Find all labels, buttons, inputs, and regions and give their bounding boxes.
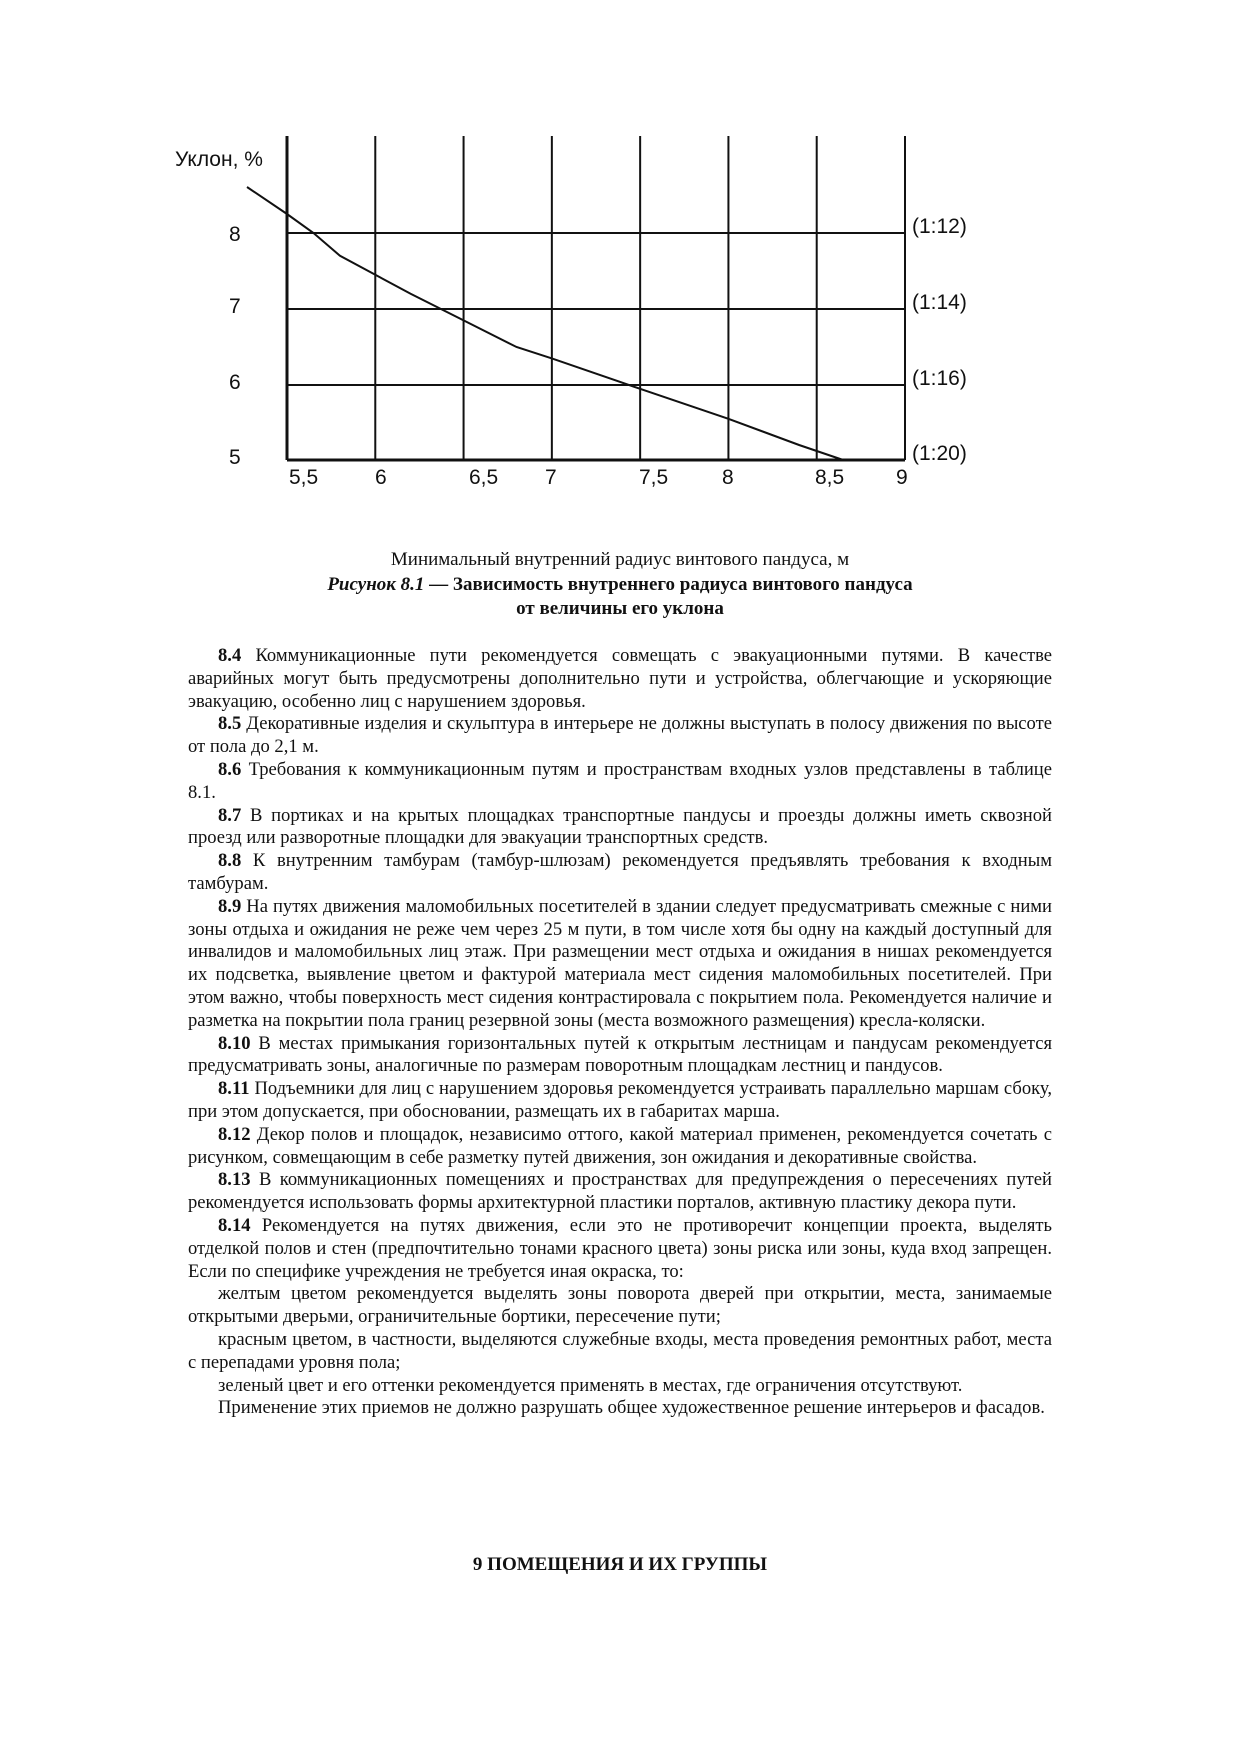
x-tick-label: 5,5 <box>289 466 319 489</box>
paragraph-text: Декоративные изделия и скульптура в интерьере не должны выступать в полосу движения по высоте от пола до 2,1 м. <box>188 713 1052 758</box>
paragraph-text: В коммуникационных помещениях и пространствах для предупреждения о пересечениях путей рекомендуется использовать формы архитектурной пластики порталов, активную пластику декора пути. <box>188 1169 1052 1214</box>
x-tick-label: 8 <box>722 466 734 489</box>
paragraph-text: Коммуникационные пути рекомендуется совмещать с эвакуационными путями. В качестве аварийных могут быть предусмотрены дополнительно пути и устройства, облегчающие и ускоряющие эвакуацию, особенно лиц с нарушением здоровья. <box>188 645 1052 712</box>
paragraph <box>188 1375 1052 1398</box>
paragraph <box>188 1283 1052 1329</box>
paragraph <box>188 759 1052 805</box>
paragraph-number: 8.10 <box>218 1032 251 1054</box>
paragraph-number: 8.5 <box>218 713 242 735</box>
paragraph-number: 8.8 <box>218 850 242 872</box>
paragraph <box>188 850 1052 896</box>
paragraph <box>188 1124 1052 1170</box>
paragraph <box>188 1033 1052 1079</box>
y-tick-label: 8 <box>229 223 241 246</box>
x-tick-label: 7 <box>545 466 557 489</box>
paragraph-text: Требования к коммуникационным путям и пространствам входных узлов представлены в таблице 8.1. <box>188 758 1052 803</box>
y-axis-label: Уклон, % <box>175 148 263 171</box>
paragraph-text: В местах примыкания горизонтальных путей к открытым лестницам и пандусам рекомендуется предусматривать зоны, аналогичные по размерам поворотным площадкам лестниц и пандусов. <box>188 1032 1052 1077</box>
chart-grid <box>287 136 905 460</box>
paragraph <box>188 805 1052 851</box>
figure-caption-dash: — <box>424 574 453 595</box>
x-tick-label: 7,5 <box>639 466 669 489</box>
paragraph-text: Применение этих приемов не должно разрушать общее художественное решение интерьеров и фасадов. <box>218 1397 1045 1419</box>
y-tick-label: 7 <box>229 295 241 318</box>
paragraph-number: 8.14 <box>218 1214 251 1236</box>
paragraph-number: 8.9 <box>218 895 242 917</box>
paragraph <box>188 1169 1052 1215</box>
x-axis-label: Минимальный внутренний радиус винтового пандуса, м <box>390 549 850 570</box>
x-tick-label: 6,5 <box>469 466 499 489</box>
paragraph <box>188 713 1052 759</box>
paragraph-number: 8.4 <box>218 645 242 666</box>
figure-caption <box>0 573 1240 621</box>
paragraph-number: 8.13 <box>218 1169 251 1191</box>
x-tick-label: 9 <box>896 466 908 489</box>
paragraph <box>188 1397 1052 1420</box>
body-text <box>188 645 1052 1420</box>
ratio-label: (1:14) <box>912 291 967 314</box>
y-tick-label: 5 <box>229 446 241 469</box>
chart-labels <box>175 148 967 489</box>
x-tick-label: 8,5 <box>815 466 845 489</box>
paragraph-number: 8.6 <box>218 758 242 780</box>
paragraph-text: На путях движения маломобильных посетителей в здании следует предусматривать смежные с ними зоны отдыха и ожидания не реже чем через 25 м пути, в том числе хотя бы одну на каждый доступный для инвалидов и маломобильных лиц этаж. При размещении мест отдыха и ожидания в нишах рекомендуется их подсветка, выявление цветом и фактурой материала мест сидения маломобильных посетителей. При этом важно, чтобы поверхность мест сидения контрастировала с покрытием пола. Рекомендуется наличие и разметка на покрытии пола границ резервной зоны (места возможного размещения) кресла-коляски. <box>188 895 1052 1031</box>
x-tick-label: 6 <box>375 466 387 489</box>
figure-caption-line2: от величины его уклона <box>516 598 724 619</box>
paragraph <box>188 1329 1052 1375</box>
series-line <box>247 187 843 460</box>
figure-caption-line1 <box>0 573 1240 597</box>
paragraph-text: К внутренним тамбурам (тамбур-шлюзам) рекомендуется предъявлять требования к входным тамбурам. <box>188 850 1052 894</box>
slope-radius-chart <box>0 0 1240 560</box>
paragraph-text: Рекомендуется на путях движения, если это не противоречит концепции проекта, выделять отделкой полов и стен (предпочтительно тонами красного цвета) зоны риска или зоны, куда вход запрещен. Если по специфике учреждения не требуется иная окраска, то: <box>188 1214 1052 1282</box>
chart-series <box>247 187 843 460</box>
ratio-label: (1:20) <box>912 442 967 465</box>
ratio-label: (1:16) <box>912 367 967 390</box>
figure-caption-title-1: Зависимость внутреннего радиуса винтового пандуса <box>452 574 913 595</box>
paragraph <box>188 645 1052 713</box>
paragraph-number: 8.11 <box>218 1078 250 1100</box>
paragraph-text: зеленый цвет и его оттенки рекомендуется применять в местах, где ограничения отсутствуют. <box>218 1374 963 1396</box>
paragraph-text: желтым цветом рекомендуется выделять зоны поворота дверей при открытии, места, занимаемые открытыми дверьми, ограничительные бортики, пересечение пути; <box>188 1283 1052 1328</box>
paragraph-number: 8.7 <box>218 804 242 826</box>
paragraph-number: 8.12 <box>218 1123 251 1145</box>
paragraph-text: В портиках и на крытых площадках транспортные пандусы и проезды должны иметь сквозной проезд или разворотные площадки для эвакуации транспортных средств. <box>188 804 1052 849</box>
paragraph-text: Декор полов и площадок, независимо оттого, какой материал применен, рекомендуется сочетать с рисунком, совмещающим в себе разметку путей движения, зон ожидания и декоративные свойства. <box>188 1123 1052 1168</box>
paragraph <box>188 1078 1052 1124</box>
paragraph-text: Подъемники для лиц с нарушением здоровья рекомендуется устраивать параллельно маршам сбоку, при этом допускается, при обосновании, размещать их в габаритах марша. <box>188 1078 1052 1122</box>
paragraph <box>188 1215 1052 1283</box>
y-tick-label: 6 <box>229 371 241 394</box>
paragraph <box>188 896 1052 1033</box>
figure-number: Рисунок 8.1 <box>327 574 425 595</box>
section-heading: 9 ПОМЕЩЕНИЯ И ИХ ГРУППЫ <box>472 1554 768 1575</box>
paragraph-text: красным цветом, в частности, выделяются служебные входы, места проведения ремонтных работ, места с перепадами уровня пола; <box>188 1328 1052 1373</box>
ratio-label: (1:12) <box>912 215 967 238</box>
